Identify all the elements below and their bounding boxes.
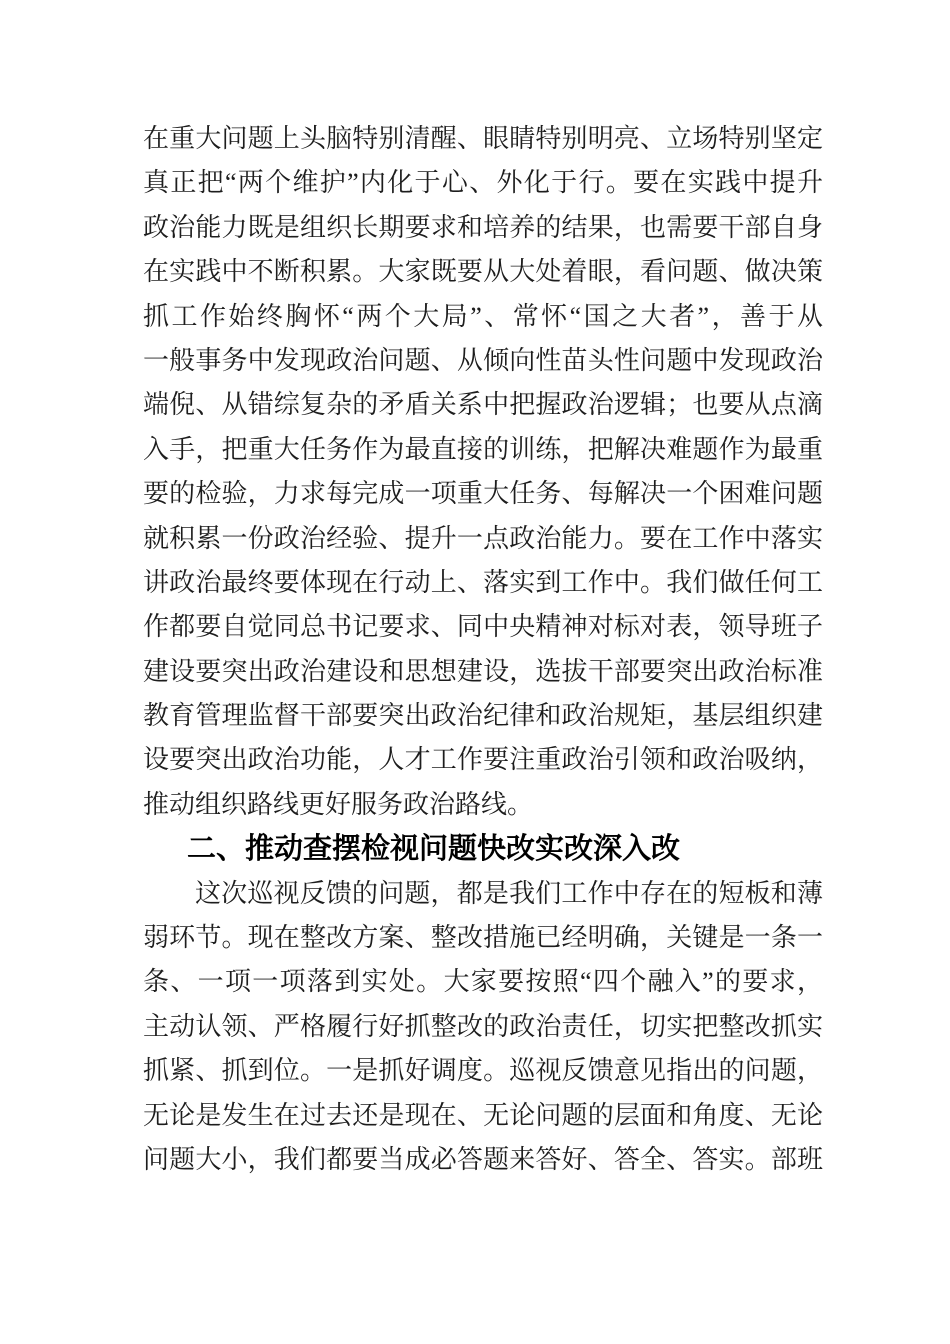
paragraph1-line: 一般事务中发现政治问题、从倾向性苗头性问题中发现政治 bbox=[143, 345, 823, 375]
paragraph1-line: 要的检验，力求每完成一项重大任务、每解决一个困难问题 bbox=[143, 479, 823, 509]
paragraph1-line: 政治能力既是组织长期要求和培养的结果，也需要干部自身 bbox=[143, 212, 823, 242]
paragraph1-line: 抓工作始终胸怀“两个大局”、常怀“国之大者”，善于从 bbox=[143, 301, 823, 331]
paragraph2-line: 问题大小，我们都要当成必答题来答好、答全、答实。部班 bbox=[143, 1144, 823, 1174]
paragraph2-line: 条、一项一项落到实处。大家要按照“四个融入”的要求， bbox=[143, 967, 823, 997]
paragraph1-line: 作都要自觉同总书记要求、同中央精神对标对表，领导班子 bbox=[143, 612, 823, 642]
paragraph2-line: 抓紧、抓到位。一是抓好调度。巡视反馈意见指出的问题， bbox=[143, 1056, 823, 1086]
paragraph1-line: 在实践中不断积累。大家既要从大处着眼，看问题、做决策 bbox=[143, 257, 823, 287]
paragraph1-line: 设要突出政治功能，人才工作要注重政治引领和政治吸纳， bbox=[143, 745, 823, 775]
paragraph1-line: 教育管理监督干部要突出政治纪律和政治规矩，基层组织建 bbox=[143, 701, 823, 731]
paragraph2-line: 这次巡视反馈的问题，都是我们工作中存在的短板和薄 bbox=[195, 878, 823, 908]
paragraph2-line: 无论是发生在过去还是现在、无论问题的层面和角度、无论 bbox=[143, 1100, 823, 1130]
paragraph1-line: 在重大问题上头脑特别清醒、眼睛特别明亮、立场特别坚定 bbox=[143, 124, 823, 153]
paragraph1-line: 建设要突出政治建设和思想建设，选拔干部要突出政治标准 bbox=[143, 656, 823, 686]
paragraph1-line: 真正把“两个维护”内化于心、外化于行。要在实践中提升 bbox=[143, 168, 823, 198]
paragraph1-line: 讲政治最终要体现在行动上、落实到工作中。我们做任何工 bbox=[143, 567, 823, 597]
paragraph1-line: 端倪、从错综复杂的矛盾关系中把握政治逻辑；也要从点滴 bbox=[143, 390, 823, 420]
paragraph2-line: 弱环节。现在整改方案、整改措施已经明确，关键是一条一 bbox=[143, 923, 823, 953]
document-body bbox=[143, 117, 823, 1182]
paragraph1-line: 推动组织路线更好服务政治路线。 bbox=[143, 789, 534, 819]
section-heading: 二、推动查摆检视问题快改实改深入改 bbox=[187, 833, 681, 866]
paragraph1-line: 入手，把重大任务作为最直接的训练，把解决难题作为最重 bbox=[143, 434, 823, 464]
paragraph1-line: 就积累一份政治经验、提升一点政治能力。要在工作中落实 bbox=[143, 523, 823, 553]
paragraph2-line: 主动认领、严格履行好抓整改的政治责任，切实把整改抓实 bbox=[143, 1011, 823, 1041]
